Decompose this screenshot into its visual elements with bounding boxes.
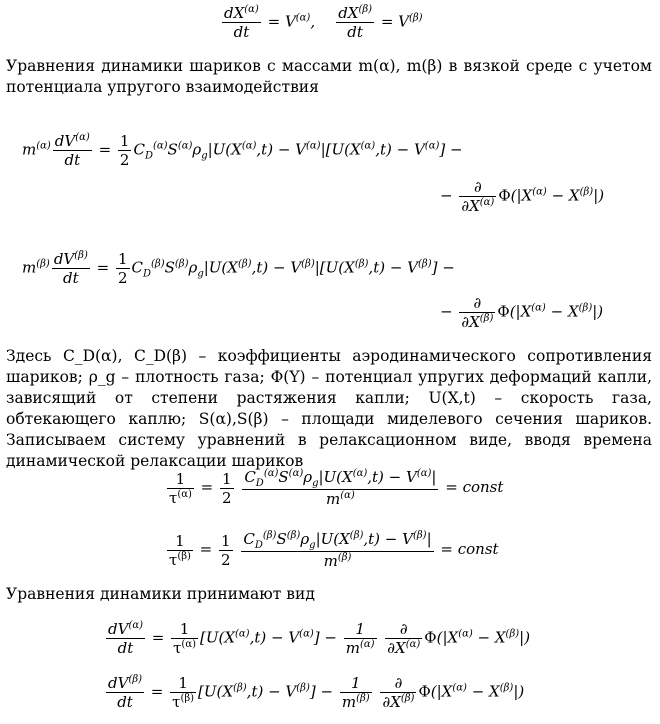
equation-beta-line2: − $\frac{\partial}{\partial X^{(\beta)}}$ $\Phi(|X^{(\alpha)} - X^{(\beta)}|)$ bbox=[440, 294, 604, 331]
paragraph-result: Уравнения динамики принимают вид bbox=[6, 585, 315, 603]
equation-beta-line1: $m^{(\beta)}$ $\frac{dV^{(\beta)}}{dt}$ = $\frac{1}{2}$ $C_D^{(\beta)}S^{(\beta)}\rho_g|U(X^{(\beta)},t) - V^{(\beta)}|[U(X^{(\beta)},t) - V^{(\beta)}]$ − bbox=[22, 250, 455, 287]
equation-kinematics: $\frac{dX^{(\alpha)}}{dt}$ = $V^{(\alpha)}$, $\frac{dX^{(\beta)}}{dt}$ = $V^{(\beta)}$ bbox=[224, 4, 423, 41]
equation-tau-beta: $\frac{1}{\tau^{(\beta)}}$ = $\frac{1}{2}$ $\frac{C_D^{(\beta)}S^{(\beta)}\rho_g|U(X^{(\beta)},t) - V^{(\beta)}|}{m^{(\beta)}}$ = const bbox=[169, 530, 499, 570]
paragraph-definitions: Здесь C_D(α), C_D(β) – коэффициенты аэродинамического сопротивления шариков; ρ_g – плотность газа; Φ(Y) – потенциал упругих деформаций капли, зависящий от степени растяжения капли; U(X,t) – скорость газа, обтекающего каплю; S(α),S(β) – площади миделевого сечения шариков. Записываем систему уравнений в релаксационном виде, вводя времена динамической релаксации шариков bbox=[6, 347, 652, 470]
equation-alpha-line1: $m^{(\alpha)}$ $\frac{dV^{(\alpha)}}{dt}$ = $\frac{1}{2}$ $C_D^{(\alpha)}S^{(\alpha)}\rho_g|U(X^{(\alpha)},t) - V^{(\alpha)}|[U(X^{(\alpha)},t) - V^{(\alpha)}]$ − bbox=[22, 132, 463, 169]
paragraph-intro: Уравнения динамики шариков с массами m(α), m(β) в вязкой среде с учетом потенциала упругого взаимодействия bbox=[6, 57, 652, 96]
equation-final-alpha: $\frac{dV^{(\alpha)}}{dt}$ = $\frac{1}{\tau^{(\alpha)}}$ $[U(X^{(\alpha)},t) - V^{(\alpha)}]$ − $\frac{1}{m^{(\alpha)}}$ $\frac{\partial}{\partial X^{(\alpha)}}$ $\Phi(|X^{(\alpha)} - X^{(\beta)}|)$ bbox=[108, 620, 531, 657]
equation-final-beta: $\frac{dV^{(\beta)}}{dt}$ = $\frac{1}{\tau^{(\beta)}}$ $[U(X^{(\beta)},t) - V^{(\beta)}]$ − $\frac{1}{m^{(\beta)}}$ $\frac{\partial}{\partial X^{(\beta)}}$ $\Phi(|X^{(\alpha)} - X^{(\beta)}|)$ bbox=[108, 674, 525, 711]
equation-tau-alpha: $\frac{1}{\tau^{(\alpha)}}$ = $\frac{1}{2}$ $\frac{C_D^{(\alpha)}S^{(\alpha)}\rho_g|U(X^{(\alpha)},t) - V^{(\alpha)}|}{m^{(\alpha)}}$ = const bbox=[169, 468, 504, 508]
equation-alpha-line2: − $\frac{\partial}{\partial X^{(\alpha)}}$ $\Phi(|X^{(\alpha)} - X^{(\beta)}|)$ bbox=[440, 178, 605, 215]
